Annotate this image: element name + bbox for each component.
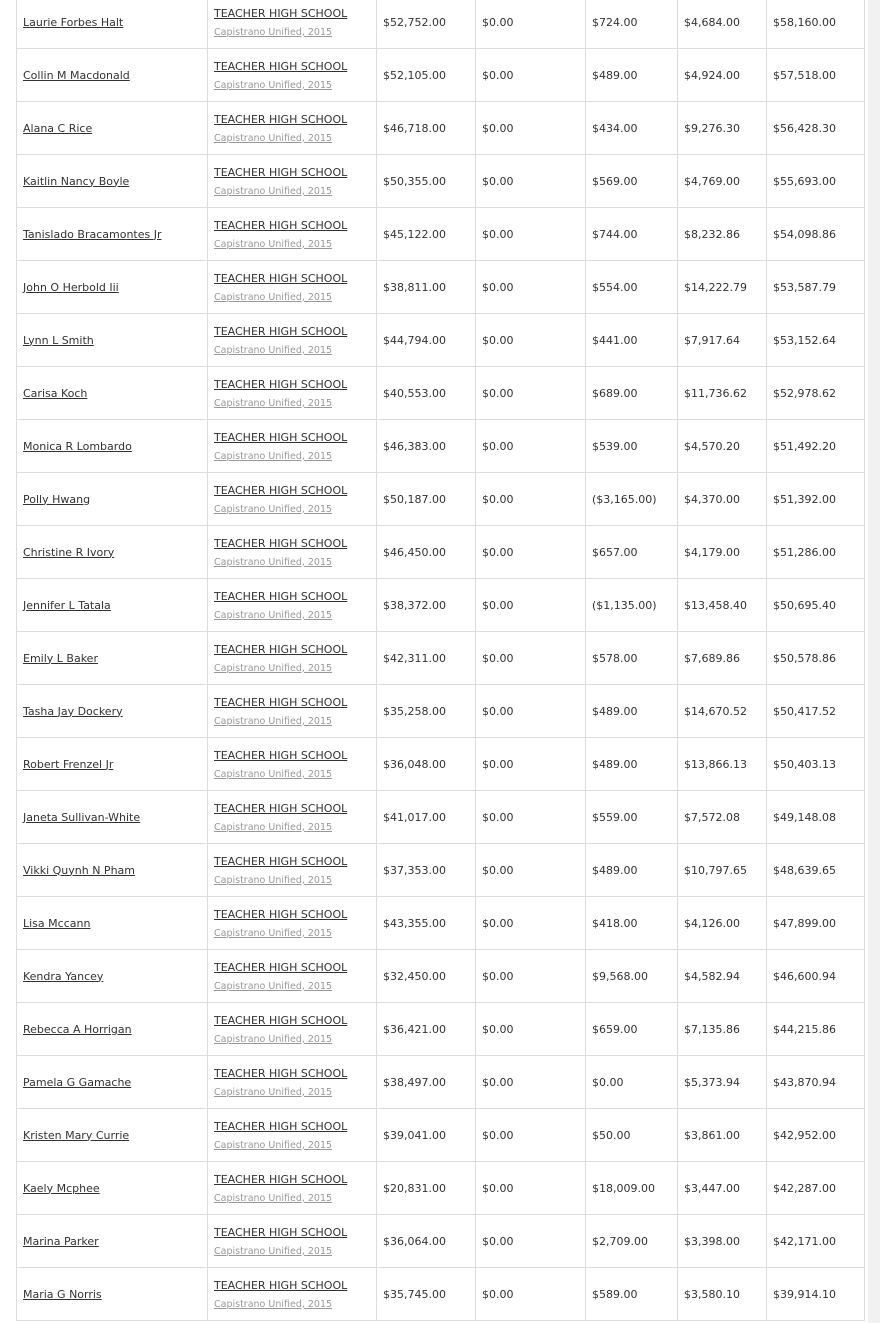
total-pay-cell: $50,578.86 [767, 632, 865, 685]
job-cell [208, 685, 377, 738]
regular-pay-cell: $36,048.00 [377, 738, 476, 791]
overtime-pay-cell: $0.00 [476, 791, 586, 844]
benefits-cell: $3,861.00 [678, 1109, 767, 1162]
regular-pay-cell: $50,187.00 [377, 473, 476, 526]
employee-name-cell [17, 685, 208, 738]
employee-name-cell [17, 1268, 208, 1321]
benefits-cell: $7,572.08 [678, 791, 767, 844]
other-pay-cell: $2,709.00 [586, 1215, 678, 1268]
employee-name-link[interactable]: Vikki Quynh N Pham [23, 863, 135, 877]
job-title-link[interactable]: TEACHER HIGH SCHOOL [214, 430, 348, 444]
employee-name-cell [17, 102, 208, 155]
overtime-pay-cell: $0.00 [476, 1268, 586, 1321]
employee-name-cell [17, 0, 208, 49]
regular-pay-cell: $38,497.00 [377, 1056, 476, 1109]
job-title-link[interactable]: TEACHER HIGH SCHOOL [214, 801, 348, 815]
other-pay-cell: $689.00 [586, 367, 678, 420]
agency-year-link[interactable]: Capistrano Unified, 2015 [214, 556, 333, 568]
benefits-cell: $13,458.40 [678, 579, 767, 632]
benefits-cell: $14,670.52 [678, 685, 767, 738]
job-title-link[interactable]: TEACHER HIGH SCHOOL [214, 324, 348, 338]
job-cell [208, 526, 377, 579]
regular-pay-cell: $38,372.00 [377, 579, 476, 632]
benefits-cell: $11,736.62 [678, 367, 767, 420]
agency-year-link[interactable]: Capistrano Unified, 2015 [214, 79, 333, 91]
total-pay-cell: $43,870.94 [767, 1056, 865, 1109]
job-title-link[interactable]: TEACHER HIGH SCHOOL [214, 165, 348, 179]
table-row [17, 1162, 865, 1215]
table-row [17, 473, 865, 526]
employee-name-link[interactable]: Kendra Yancey [23, 969, 104, 983]
regular-pay-cell: $46,450.00 [377, 526, 476, 579]
total-pay-cell: $47,899.00 [767, 897, 865, 950]
regular-pay-cell: $39,041.00 [377, 1109, 476, 1162]
agency-year-link[interactable]: Capistrano Unified, 2015 [214, 26, 333, 38]
job-title-link[interactable]: TEACHER HIGH SCHOOL [214, 6, 348, 20]
employee-name-link[interactable]: Lynn L Smith [23, 333, 94, 347]
other-pay-cell: $418.00 [586, 897, 678, 950]
total-pay-cell: $42,952.00 [767, 1109, 865, 1162]
job-cell [208, 1003, 377, 1056]
other-pay-cell: $489.00 [586, 685, 678, 738]
agency-year-link[interactable]: Capistrano Unified, 2015 [214, 132, 333, 144]
other-pay-cell: $578.00 [586, 632, 678, 685]
agency-year-link[interactable]: Capistrano Unified, 2015 [214, 768, 333, 780]
job-cell [208, 950, 377, 1003]
overtime-pay-cell: $0.00 [476, 261, 586, 314]
benefits-cell: $3,447.00 [678, 1162, 767, 1215]
regular-pay-cell: $45,122.00 [377, 208, 476, 261]
other-pay-cell: $659.00 [586, 1003, 678, 1056]
total-pay-cell: $56,428.30 [767, 102, 865, 155]
employee-name-link[interactable]: Tasha Jay Dockery [23, 704, 123, 718]
job-title-link[interactable]: TEACHER HIGH SCHOOL [214, 483, 348, 497]
overtime-pay-cell: $0.00 [476, 420, 586, 473]
agency-year-link[interactable]: Capistrano Unified, 2015 [214, 927, 333, 939]
table-row [17, 632, 865, 685]
employee-name-cell [17, 526, 208, 579]
employee-name-cell [17, 420, 208, 473]
regular-pay-cell: $52,105.00 [377, 49, 476, 102]
overtime-pay-cell: $0.00 [476, 579, 586, 632]
regular-pay-cell: $46,718.00 [377, 102, 476, 155]
agency-year-link[interactable]: Capistrano Unified, 2015 [214, 874, 333, 886]
benefits-cell: $4,570.20 [678, 420, 767, 473]
regular-pay-cell: $37,353.00 [377, 844, 476, 897]
job-cell [208, 1162, 377, 1215]
total-pay-cell: $48,639.65 [767, 844, 865, 897]
overtime-pay-cell: $0.00 [476, 632, 586, 685]
employee-name-link[interactable]: Marina Parker [23, 1234, 99, 1248]
other-pay-cell: $434.00 [586, 102, 678, 155]
benefits-cell: $4,582.94 [678, 950, 767, 1003]
job-cell [208, 579, 377, 632]
job-cell [208, 1215, 377, 1268]
agency-year-link[interactable]: Capistrano Unified, 2015 [214, 503, 333, 515]
agency-year-link[interactable]: Capistrano Unified, 2015 [214, 1033, 333, 1045]
job-title-link[interactable]: TEACHER HIGH SCHOOL [214, 1225, 348, 1239]
table-row [17, 738, 865, 791]
other-pay-cell: $559.00 [586, 791, 678, 844]
table-row [17, 1268, 865, 1321]
overtime-pay-cell: $0.00 [476, 473, 586, 526]
employee-name-cell [17, 791, 208, 844]
employee-name-link[interactable]: Tanislado Bracamontes Jr [23, 227, 162, 241]
employee-name-link[interactable]: Monica R Lombardo [23, 439, 132, 453]
other-pay-cell: $569.00 [586, 155, 678, 208]
other-pay-cell: $489.00 [586, 844, 678, 897]
employee-name-link[interactable]: Lisa Mccann [23, 916, 91, 930]
table-row [17, 420, 865, 473]
agency-year-link[interactable]: Capistrano Unified, 2015 [214, 662, 333, 674]
employee-name-link[interactable]: Collin M Macdonald [23, 68, 130, 82]
other-pay-cell: $657.00 [586, 526, 678, 579]
employee-name-link[interactable]: Robert Frenzel Jr [23, 757, 114, 771]
other-pay-cell: $9,568.00 [586, 950, 678, 1003]
table-row [17, 1109, 865, 1162]
total-pay-cell: $57,518.00 [767, 49, 865, 102]
benefits-cell: $4,370.00 [678, 473, 767, 526]
table-row [17, 950, 865, 1003]
other-pay-cell: ($3,165.00) [586, 473, 678, 526]
benefits-cell: $4,179.00 [678, 526, 767, 579]
job-cell [208, 314, 377, 367]
regular-pay-cell: $41,017.00 [377, 791, 476, 844]
table-row [17, 49, 865, 102]
total-pay-cell: $50,695.40 [767, 579, 865, 632]
agency-year-link[interactable]: Capistrano Unified, 2015 [214, 238, 333, 250]
job-title-link[interactable]: TEACHER HIGH SCHOOL [214, 695, 348, 709]
regular-pay-cell: $52,752.00 [377, 0, 476, 49]
employee-name-link[interactable]: Kristen Mary Currie [23, 1128, 130, 1142]
other-pay-cell: $18,009.00 [586, 1162, 678, 1215]
total-pay-cell: $44,215.86 [767, 1003, 865, 1056]
table-row [17, 897, 865, 950]
other-pay-cell: $724.00 [586, 0, 678, 49]
regular-pay-cell: $36,064.00 [377, 1215, 476, 1268]
employee-name-cell [17, 49, 208, 102]
employee-name-link[interactable]: Carisa Koch [23, 386, 88, 400]
job-cell [208, 49, 377, 102]
agency-year-link[interactable]: Capistrano Unified, 2015 [214, 980, 333, 992]
benefits-cell: $3,398.00 [678, 1215, 767, 1268]
employee-name-link[interactable]: Jennifer L Tatala [23, 598, 111, 612]
benefits-cell: $7,917.64 [678, 314, 767, 367]
table-row [17, 526, 865, 579]
employee-name-link[interactable]: Kaely Mcphee [23, 1181, 100, 1195]
overtime-pay-cell: $0.00 [476, 526, 586, 579]
job-title-link[interactable]: TEACHER HIGH SCHOOL [214, 377, 348, 391]
total-pay-cell: $52,978.62 [767, 367, 865, 420]
employee-name-cell [17, 738, 208, 791]
job-title-link[interactable]: TEACHER HIGH SCHOOL [214, 907, 348, 921]
job-title-link[interactable]: TEACHER HIGH SCHOOL [214, 218, 348, 232]
total-pay-cell: $51,492.20 [767, 420, 865, 473]
job-title-link[interactable]: TEACHER HIGH SCHOOL [214, 112, 348, 126]
employee-name-link[interactable]: Maria G Norris [23, 1287, 102, 1301]
employee-name-cell [17, 844, 208, 897]
employee-name-link[interactable]: Pamela G Gamache [23, 1075, 132, 1089]
job-title-link[interactable]: TEACHER HIGH SCHOOL [214, 59, 348, 73]
total-pay-cell: $50,417.52 [767, 685, 865, 738]
other-pay-cell: $489.00 [586, 738, 678, 791]
job-cell [208, 261, 377, 314]
agency-year-link[interactable]: Capistrano Unified, 2015 [214, 715, 333, 727]
job-title-link[interactable]: TEACHER HIGH SCHOOL [214, 1278, 348, 1292]
overtime-pay-cell: $0.00 [476, 155, 586, 208]
employee-name-cell [17, 897, 208, 950]
other-pay-cell: $489.00 [586, 49, 678, 102]
job-title-link[interactable]: TEACHER HIGH SCHOOL [214, 1013, 348, 1027]
regular-pay-cell: $38,811.00 [377, 261, 476, 314]
regular-pay-cell: $20,831.00 [377, 1162, 476, 1215]
regular-pay-cell: $50,355.00 [377, 155, 476, 208]
benefits-cell: $9,276.30 [678, 102, 767, 155]
employee-name-cell [17, 261, 208, 314]
benefits-cell: $3,580.10 [678, 1268, 767, 1321]
table-row [17, 1056, 865, 1109]
overtime-pay-cell: $0.00 [476, 738, 586, 791]
job-cell [208, 897, 377, 950]
agency-year-link[interactable]: Capistrano Unified, 2015 [214, 609, 333, 621]
regular-pay-cell: $36,421.00 [377, 1003, 476, 1056]
total-pay-cell: $50,403.13 [767, 738, 865, 791]
agency-year-link[interactable]: Capistrano Unified, 2015 [214, 1139, 333, 1151]
agency-year-link[interactable]: Capistrano Unified, 2015 [214, 450, 333, 462]
other-pay-cell: $539.00 [586, 420, 678, 473]
scrollbar-track[interactable] [868, 0, 880, 1323]
employee-name-cell [17, 473, 208, 526]
table-row [17, 1003, 865, 1056]
total-pay-cell: $46,600.94 [767, 950, 865, 1003]
overtime-pay-cell: $0.00 [476, 49, 586, 102]
job-title-link[interactable]: TEACHER HIGH SCHOOL [214, 271, 348, 285]
job-cell [208, 0, 377, 49]
total-pay-cell: $42,287.00 [767, 1162, 865, 1215]
employee-name-cell [17, 1109, 208, 1162]
table-row [17, 0, 865, 49]
overtime-pay-cell: $0.00 [476, 367, 586, 420]
job-title-link[interactable]: TEACHER HIGH SCHOOL [214, 1066, 348, 1080]
other-pay-cell: $554.00 [586, 261, 678, 314]
employee-name-cell [17, 579, 208, 632]
other-pay-cell: $441.00 [586, 314, 678, 367]
employee-name-cell [17, 208, 208, 261]
overtime-pay-cell: $0.00 [476, 685, 586, 738]
job-cell [208, 1056, 377, 1109]
job-title-link[interactable]: TEACHER HIGH SCHOOL [214, 589, 348, 603]
agency-year-link[interactable]: Capistrano Unified, 2015 [214, 185, 333, 197]
total-pay-cell: $51,392.00 [767, 473, 865, 526]
table-row [17, 314, 865, 367]
agency-year-link[interactable]: Capistrano Unified, 2015 [214, 1245, 333, 1257]
job-cell [208, 738, 377, 791]
overtime-pay-cell: $0.00 [476, 1003, 586, 1056]
employee-name-cell [17, 950, 208, 1003]
regular-pay-cell: $43,355.00 [377, 897, 476, 950]
agency-year-link[interactable]: Capistrano Unified, 2015 [214, 344, 333, 356]
table-row [17, 367, 865, 420]
overtime-pay-cell: $0.00 [476, 314, 586, 367]
total-pay-cell: $49,148.08 [767, 791, 865, 844]
employee-name-link[interactable]: Kaitlin Nancy Boyle [23, 174, 130, 188]
employee-name-cell [17, 314, 208, 367]
employee-name-cell [17, 1215, 208, 1268]
regular-pay-cell: $35,745.00 [377, 1268, 476, 1321]
overtime-pay-cell: $0.00 [476, 1215, 586, 1268]
employee-name-cell [17, 1056, 208, 1109]
job-title-link[interactable]: TEACHER HIGH SCHOOL [214, 960, 348, 974]
total-pay-cell: $58,160.00 [767, 0, 865, 49]
regular-pay-cell: $44,794.00 [377, 314, 476, 367]
employee-name-link[interactable]: Rebecca A Horrigan [23, 1022, 132, 1036]
job-cell [208, 420, 377, 473]
benefits-cell: $5,373.94 [678, 1056, 767, 1109]
benefits-cell: $4,126.00 [678, 897, 767, 950]
agency-year-link[interactable]: Capistrano Unified, 2015 [214, 291, 333, 303]
table-row [17, 1215, 865, 1268]
regular-pay-cell: $35,258.00 [377, 685, 476, 738]
overtime-pay-cell: $0.00 [476, 208, 586, 261]
overtime-pay-cell: $0.00 [476, 102, 586, 155]
benefits-cell: $7,689.86 [678, 632, 767, 685]
regular-pay-cell: $40,553.00 [377, 367, 476, 420]
regular-pay-cell: $46,383.00 [377, 420, 476, 473]
total-pay-cell: $54,098.86 [767, 208, 865, 261]
employee-name-cell [17, 632, 208, 685]
job-cell [208, 367, 377, 420]
other-pay-cell: $0.00 [586, 1056, 678, 1109]
job-cell [208, 632, 377, 685]
job-cell [208, 1268, 377, 1321]
job-title-link[interactable]: TEACHER HIGH SCHOOL [214, 642, 348, 656]
benefits-cell: $4,684.00 [678, 0, 767, 49]
employee-name-cell [17, 1162, 208, 1215]
employee-name-link[interactable]: John O Herbold Iii [23, 280, 119, 294]
other-pay-cell: $589.00 [586, 1268, 678, 1321]
salary-table [16, 0, 865, 1321]
benefits-cell: $8,232.86 [678, 208, 767, 261]
job-cell [208, 155, 377, 208]
employee-name-cell [17, 155, 208, 208]
overtime-pay-cell: $0.00 [476, 950, 586, 1003]
employee-name-cell [17, 367, 208, 420]
job-cell [208, 208, 377, 261]
total-pay-cell: $53,587.79 [767, 261, 865, 314]
job-cell [208, 102, 377, 155]
total-pay-cell: $51,286.00 [767, 526, 865, 579]
total-pay-cell: $53,152.64 [767, 314, 865, 367]
other-pay-cell: ($1,135.00) [586, 579, 678, 632]
job-title-link[interactable]: TEACHER HIGH SCHOOL [214, 1119, 348, 1133]
table-row [17, 791, 865, 844]
other-pay-cell: $744.00 [586, 208, 678, 261]
job-cell [208, 844, 377, 897]
overtime-pay-cell: $0.00 [476, 897, 586, 950]
table-row [17, 261, 865, 314]
agency-year-link[interactable]: Capistrano Unified, 2015 [214, 1192, 333, 1204]
other-pay-cell: $50.00 [586, 1109, 678, 1162]
agency-year-link[interactable]: Capistrano Unified, 2015 [214, 397, 333, 409]
job-title-link[interactable]: TEACHER HIGH SCHOOL [214, 748, 348, 762]
benefits-cell: $4,924.00 [678, 49, 767, 102]
total-pay-cell: $55,693.00 [767, 155, 865, 208]
benefits-cell: $14,222.79 [678, 261, 767, 314]
employee-name-link[interactable]: Alana C Rice [23, 121, 93, 135]
job-title-link[interactable]: TEACHER HIGH SCHOOL [214, 536, 348, 550]
total-pay-cell: $39,914.10 [767, 1268, 865, 1321]
employee-name-link[interactable]: Janeta Sullivan-White [23, 810, 141, 824]
table-row [17, 579, 865, 632]
benefits-cell: $4,769.00 [678, 155, 767, 208]
benefits-cell: $13,866.13 [678, 738, 767, 791]
job-title-link[interactable]: TEACHER HIGH SCHOOL [214, 1172, 348, 1186]
table-row [17, 208, 865, 261]
benefits-cell: $7,135.86 [678, 1003, 767, 1056]
table-row [17, 685, 865, 738]
job-title-link[interactable]: TEACHER HIGH SCHOOL [214, 854, 348, 868]
agency-year-link[interactable]: Capistrano Unified, 2015 [214, 1298, 333, 1310]
job-cell [208, 1109, 377, 1162]
job-cell [208, 473, 377, 526]
table-row [17, 102, 865, 155]
employee-name-link[interactable]: Laurie Forbes Halt [23, 15, 124, 29]
employee-name-cell [17, 1003, 208, 1056]
overtime-pay-cell: $0.00 [476, 844, 586, 897]
overtime-pay-cell: $0.00 [476, 0, 586, 49]
employee-name-link[interactable]: Christine R Ivory [23, 545, 115, 559]
regular-pay-cell: $32,450.00 [377, 950, 476, 1003]
job-cell [208, 791, 377, 844]
employee-name-link[interactable]: Emily L Baker [23, 651, 98, 665]
table-row [17, 155, 865, 208]
overtime-pay-cell: $0.00 [476, 1056, 586, 1109]
regular-pay-cell: $42,311.00 [377, 632, 476, 685]
agency-year-link[interactable]: Capistrano Unified, 2015 [214, 821, 333, 833]
overtime-pay-cell: $0.00 [476, 1162, 586, 1215]
benefits-cell: $10,797.65 [678, 844, 767, 897]
agency-year-link[interactable]: Capistrano Unified, 2015 [214, 1086, 333, 1098]
overtime-pay-cell: $0.00 [476, 1109, 586, 1162]
total-pay-cell: $42,171.00 [767, 1215, 865, 1268]
table-row [17, 844, 865, 897]
employee-name-link[interactable]: Polly Hwang [23, 492, 91, 506]
